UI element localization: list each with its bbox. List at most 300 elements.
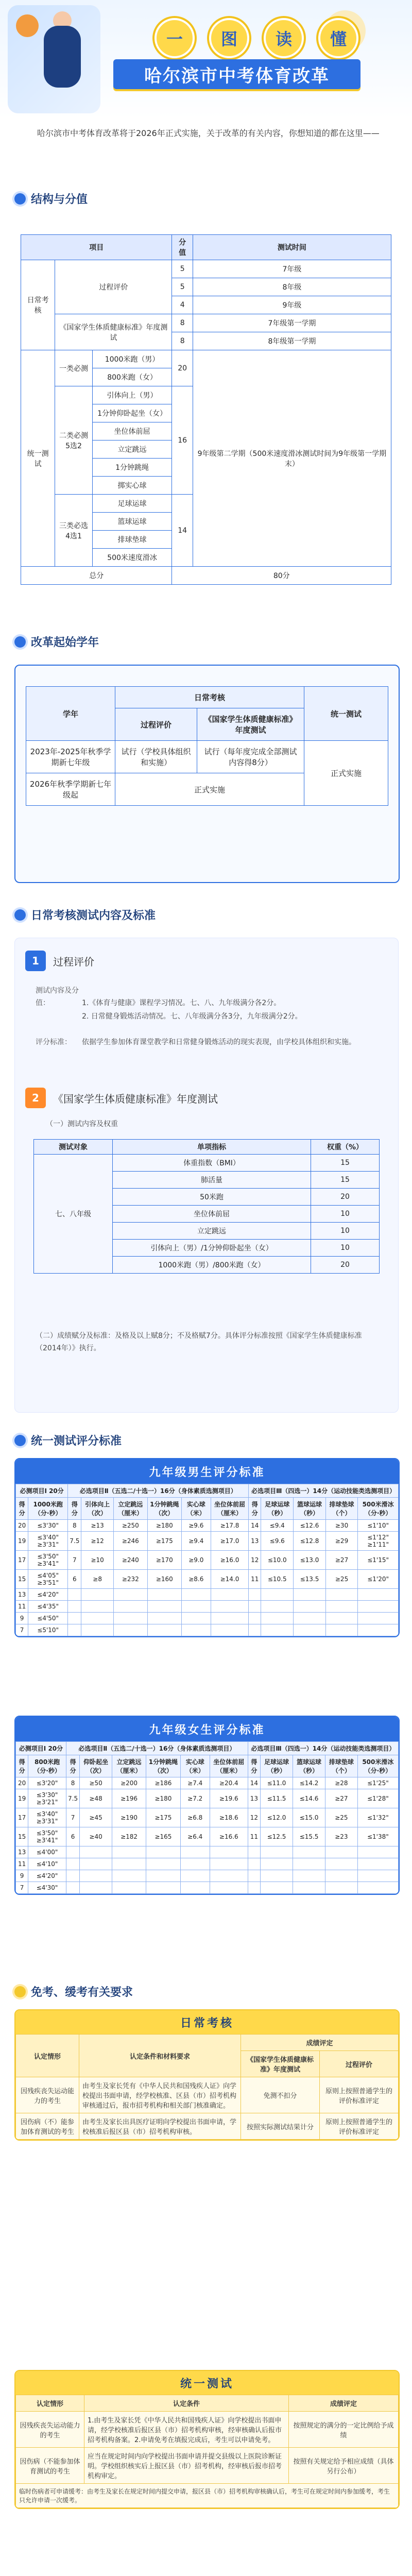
table-row <box>16 1808 399 1827</box>
score-cell <box>357 1858 398 1870</box>
section-title: 改革起始学年 <box>31 636 99 649</box>
score-cell: 13 <box>249 1532 261 1551</box>
th: 认定情形 <box>16 2035 79 2077</box>
score-cell <box>181 1613 211 1624</box>
score-cell: 11 <box>16 1858 28 1870</box>
score-cell <box>325 1613 357 1624</box>
score-cell <box>260 1858 293 1870</box>
score-cell: ≥45 <box>80 1808 112 1827</box>
th: 权重（%） <box>311 1140 380 1155</box>
score-cell: ≥182 <box>112 1827 146 1846</box>
cell-text: 4选1 <box>65 532 82 540</box>
th-col: 立定跳远（厘米） <box>112 1755 146 1777</box>
cell: 立定跳远 <box>92 440 172 459</box>
score-cell: ≤10.5 <box>261 1570 294 1589</box>
th-time: 测试时间 <box>193 235 391 260</box>
score-cell <box>249 1613 261 1624</box>
th-col: 排球垫球（个） <box>325 1498 357 1520</box>
cell: 试行（学校具体组织和实施） <box>115 741 197 773</box>
cell: 应当在规定时间内向学校提出书面申请并提交县级以上医院诊断证明。学校组织核实后上报区县（市）招考机构，经审核后报市招考机构审定。 <box>84 2448 289 2484</box>
exempt-daily-card <box>14 2009 400 2141</box>
th-unified: 统一测试 <box>304 687 388 741</box>
score-cell: ≤3'50" ≥3'41" <box>28 1551 68 1570</box>
score-cell: ≥50 <box>80 1777 112 1789</box>
th: 认定条件和材料要求 <box>79 2035 241 2077</box>
th-col: 篮球运球（秒） <box>293 1755 325 1777</box>
girls-score-table <box>15 1741 399 1894</box>
cell: 20 <box>311 1189 380 1206</box>
score-cell <box>294 1601 326 1613</box>
score-cell <box>113 1589 147 1601</box>
score-cell <box>80 1870 112 1882</box>
th-item: 项目 <box>21 235 172 260</box>
section-reform-start <box>14 634 99 650</box>
number-badge: 2 <box>25 1088 46 1108</box>
score-cell <box>325 1846 358 1858</box>
section-exempt <box>14 1984 133 1999</box>
score-cell <box>81 1613 113 1624</box>
score-cell <box>357 1870 398 1882</box>
th-col: 1分钟跳绳（次） <box>147 1498 181 1520</box>
score-cell: ≤10.0 <box>261 1551 294 1570</box>
score-cell <box>180 1882 210 1894</box>
score-cell: ≤1'20" <box>358 1570 399 1589</box>
cell: 1.由考生及家长凭《中华人民共和国残疾人证》向学校提出书面申请，经学校核准后报区县（市）招考机构审核，经审核确认后报市招考机构备案。2.申请免考在填报完成后，考生可以申请免考。 <box>84 2412 289 2448</box>
score-cell: 7.5 <box>68 1532 81 1551</box>
table-row <box>16 1858 399 1870</box>
table-row <box>16 1613 399 1624</box>
score-cell: ≥200 <box>112 1777 146 1789</box>
table-row <box>16 1846 399 1858</box>
score-cell <box>68 1589 81 1601</box>
score-cell: ≤15.5 <box>293 1827 325 1846</box>
process-content <box>36 985 375 1009</box>
cell: 14 <box>172 495 193 567</box>
score-cell: 20 <box>16 1520 28 1532</box>
cell-total: 总分 <box>21 567 172 585</box>
score-cell: ≥8.6 <box>181 1570 211 1589</box>
score-cell <box>68 1613 81 1624</box>
score-cell <box>293 1882 325 1894</box>
th-daily: 日常考核 <box>115 687 304 708</box>
score-cell: ≤13.5 <box>294 1570 326 1589</box>
cell: 由考生及家长凭有《中华人民共和国残疾人证》向学校提出书面申请，经学校核准、区县（市）招考机构审核通过后，报市招考机构和相关部门核准确定。 <box>79 2077 241 2113</box>
th-col: 坐位体前屈（厘米） <box>211 1498 248 1520</box>
score-cell: ≥40 <box>80 1827 112 1846</box>
score-cell <box>113 1601 147 1613</box>
cell: 由考生及家长出具医疗证明向学校提出书面申请，学校核准后报区县（市）招考机构审核。 <box>79 2113 241 2140</box>
score-cell: 15 <box>16 1570 28 1589</box>
score-cell: ≤1'12" ≥1'11" <box>358 1532 399 1551</box>
table-row <box>16 1789 399 1808</box>
score-cell <box>210 1870 248 1882</box>
th-col: 1分钟跳绳（次） <box>146 1755 180 1777</box>
cell: 肺活量 <box>113 1172 311 1189</box>
cell-note: 临时伤病者可申请缓考：由考生及家长在规定时间内提交申请，报区县（市）招考机构审核确认后，考生可在规定时间内参加缓考，考生只允许申请一次缓考。 <box>16 2484 399 2508</box>
score-cell: ≥19.6 <box>210 1789 248 1808</box>
score-cell: ≥7.2 <box>180 1789 210 1808</box>
section-bullet-icon <box>14 636 26 648</box>
score-cell: ≤3'20" <box>28 1777 66 1789</box>
score-cell: 7 <box>16 1882 28 1894</box>
th-col: 得分 <box>16 1498 28 1520</box>
score-cell <box>260 1846 293 1858</box>
process-content-2: 2. 日常健身锻炼活动情况。七、八年级满分各3分，九年级满分2分。 <box>82 1012 302 1021</box>
th: 《国家学生体质健康标准》年度测试 <box>241 2051 320 2077</box>
cell: 体重指数（BMI） <box>113 1155 311 1172</box>
table-row <box>16 1570 399 1589</box>
score-cell <box>294 1624 326 1636</box>
score-cell: ≥175 <box>146 1808 180 1827</box>
score-cell <box>146 1882 180 1894</box>
cell: 坐位体前屈 <box>92 422 172 440</box>
cell: 9年级 <box>193 296 391 314</box>
score-cell <box>81 1624 113 1636</box>
section-title: 日常考核测试内容及标准 <box>31 909 156 922</box>
table-row <box>16 1624 399 1636</box>
score-cell <box>68 1624 81 1636</box>
cell: 10 <box>311 1240 380 1257</box>
score-cell: 7 <box>66 1808 79 1827</box>
score-cell: ≥9.4 <box>181 1532 211 1551</box>
cell: 引体向上（男）/1分钟仰卧起坐（女） <box>113 1240 311 1257</box>
standard-sub-heading: （一）测试内容及权重 <box>46 1120 118 1128</box>
cell: 10 <box>311 1206 380 1223</box>
score-cell <box>358 1589 399 1601</box>
score-cell: ≤9.6 <box>261 1532 294 1551</box>
score-cell: ≤1'10" <box>358 1520 399 1532</box>
score-cell <box>80 1882 112 1894</box>
cell: 8年级第一学期 <box>193 332 391 350</box>
standard-table <box>33 1139 380 1274</box>
score-cell <box>210 1858 248 1870</box>
score-cell: 6 <box>68 1570 81 1589</box>
section-bullet-icon <box>14 1435 26 1446</box>
cell: 正式实施 <box>304 741 388 806</box>
cell: 8 <box>172 314 193 332</box>
page-title: 哈尔滨市中考体育改革 <box>113 59 360 89</box>
score-cell <box>210 1882 248 1894</box>
boys-title: 九年级男生评分标准 <box>15 1459 399 1484</box>
score-cell <box>358 1624 399 1636</box>
score-cell <box>260 1870 293 1882</box>
score-cell: 11 <box>16 1601 28 1613</box>
cell: 原则上按照普通学生的评价标准评定 <box>320 2077 399 2113</box>
cell-total-value: 80分 <box>172 567 391 585</box>
score-cell: ≥16.0 <box>211 1551 248 1570</box>
th-col: 500米滑冰（分·秒） <box>357 1755 398 1777</box>
score-cell <box>325 1858 358 1870</box>
score-cell <box>146 1870 180 1882</box>
score-cell: ≤1'25" <box>357 1777 398 1789</box>
cell: 足球运球 <box>92 495 172 513</box>
score-cell <box>211 1624 248 1636</box>
cell: 7年级 <box>193 260 391 278</box>
score-cell <box>81 1589 113 1601</box>
cell: 2023年-2025年秋季学期新七年级 <box>26 741 115 773</box>
exempt-daily-table <box>15 2034 399 2140</box>
score-cell <box>249 1601 261 1613</box>
section-title: 免考、缓考有关要求 <box>31 1986 133 1999</box>
cell: 1000米跑（男）/800米跑（女） <box>113 1257 311 1274</box>
cell: 8 <box>172 332 193 350</box>
table-row <box>16 1601 399 1613</box>
boys-score-card <box>14 1458 400 1637</box>
th-group: 必选项目Ⅲ（四选一）14分（运动技能类选测项目） <box>248 1742 398 1755</box>
score-cell: 19 <box>16 1532 28 1551</box>
score-cell <box>211 1601 248 1613</box>
daily-card <box>14 938 399 1413</box>
th-col: 得分 <box>248 1755 260 1777</box>
score-cell <box>211 1613 248 1624</box>
score-cell <box>66 1846 79 1858</box>
intro-text: 哈尔滨市中考体育改革将于2026年正式实施，关于改革的有关内容，你想知道的都在这里—— <box>37 128 380 138</box>
th-col: 足球运球（秒） <box>260 1755 293 1777</box>
score-cell: ≤4'35" <box>28 1601 68 1613</box>
table-row <box>16 1551 399 1570</box>
cell: 7年级第一学期 <box>193 314 391 332</box>
score-cell <box>68 1601 81 1613</box>
score-cell: 8 <box>68 1520 81 1532</box>
score-cell: ≥180 <box>146 1789 180 1808</box>
score-cell: ≤4'50" <box>28 1613 68 1624</box>
score-cell <box>112 1870 146 1882</box>
cell: 引体向上（男） <box>92 386 172 404</box>
section-bullet-icon <box>14 1986 26 1997</box>
score-cell: ≥246 <box>113 1532 147 1551</box>
score-cell: ≤3'50" ≥3'41" <box>28 1827 66 1846</box>
th-process: 过程评价 <box>115 708 197 741</box>
score-cell <box>261 1613 294 1624</box>
th-col: 得分 <box>249 1498 261 1520</box>
score-cell: ≥25 <box>325 1570 357 1589</box>
cell-unified: 统一测试 <box>21 350 55 567</box>
section-structure <box>14 191 88 207</box>
cell: 20 <box>311 1257 380 1274</box>
cell: 免测不扣分 <box>241 2077 320 2113</box>
score-cell: ≥160 <box>147 1570 181 1589</box>
table-row <box>16 1589 399 1601</box>
score-cell <box>147 1601 181 1613</box>
standard-note: （二）成绩赋分及标准：及格及以上赋8分；不及格赋7分。具体评分标准按照《国家学生体质健康标准（2014年）》执行。 <box>36 1332 362 1352</box>
score-cell: ≥165 <box>146 1827 180 1846</box>
cell: 20 <box>172 350 193 386</box>
score-cell <box>81 1601 113 1613</box>
score-cell: ≤3'40" ≥3'31" <box>28 1532 68 1551</box>
score-cell <box>293 1846 325 1858</box>
cell-three-must <box>55 495 92 567</box>
item-value: 1.《体育与健康》课程学习情况。七、八、九年级满分各2分。 <box>82 999 281 1007</box>
title-badge: 一 <box>154 18 195 58</box>
section-unified <box>14 1432 122 1448</box>
th: 过程评价 <box>320 2051 399 2077</box>
th-col: 实心球（米） <box>180 1755 210 1777</box>
cell: 1分钟跳绳 <box>92 459 172 477</box>
th-col: 得分 <box>66 1755 79 1777</box>
score-cell: 7 <box>16 1624 28 1636</box>
score-cell: ≥16.6 <box>210 1827 248 1846</box>
th-col: 1000米跑（分·秒） <box>28 1498 68 1520</box>
table-row <box>16 1870 399 1882</box>
cell: 七、八年级 <box>34 1155 113 1274</box>
score-cell: 13 <box>16 1846 28 1858</box>
score-cell: ≥27 <box>325 1789 358 1808</box>
cell: 篮球运球 <box>92 513 172 531</box>
score-cell <box>113 1624 147 1636</box>
score-cell: ≤5'10" <box>28 1624 68 1636</box>
score-cell: ≥240 <box>113 1551 147 1570</box>
th-col: 500米滑冰（分·秒） <box>358 1498 399 1520</box>
th-col: 得分 <box>68 1498 81 1520</box>
cell: 800米跑（女） <box>92 368 172 386</box>
title-badges <box>154 18 358 58</box>
score-cell <box>358 1613 399 1624</box>
cell: 排球垫球 <box>92 531 172 549</box>
cell: 16 <box>172 386 193 495</box>
cell: 因残疾丧失运动能力的考生 <box>16 2077 79 2113</box>
cell: 1分钟仰卧起坐（女） <box>92 404 172 422</box>
score-cell: ≤1'28" <box>357 1789 398 1808</box>
th-col: 实心球（米） <box>181 1498 211 1520</box>
score-cell <box>146 1858 180 1870</box>
score-cell: ≤4'00" <box>28 1846 66 1858</box>
score-cell <box>112 1846 146 1858</box>
score-cell: ≤12.6 <box>294 1520 326 1532</box>
cell: 因伤病（不能参加体育测试的考生 <box>16 2448 84 2484</box>
score-cell <box>357 1882 398 1894</box>
score-cell <box>80 1846 112 1858</box>
score-cell: 7 <box>68 1551 81 1570</box>
th-col: 排球垫球（个） <box>325 1755 358 1777</box>
th-group: 必测项目Ⅰ 20分 <box>16 1742 66 1755</box>
score-cell: 13 <box>16 1589 28 1601</box>
score-cell: ≥20.4 <box>210 1777 248 1789</box>
cell: 坐位体前屈 <box>113 1206 311 1223</box>
score-cell: 12 <box>248 1808 260 1827</box>
title-badge: 读 <box>264 18 304 58</box>
cell: 掷实心球 <box>92 477 172 495</box>
score-cell <box>180 1858 210 1870</box>
cell: 10 <box>311 1223 380 1240</box>
score-cell: ≤11.5 <box>260 1789 293 1808</box>
score-cell: 12 <box>249 1551 261 1570</box>
cell: 正式实施 <box>115 773 304 806</box>
score-cell: ≥23 <box>325 1827 358 1846</box>
cell-two-must <box>55 386 92 495</box>
score-cell: ≤14.2 <box>293 1777 325 1789</box>
score-cell: ≤15.0 <box>293 1808 325 1827</box>
score-cell: ≥190 <box>112 1808 146 1827</box>
score-cell: 17 <box>16 1808 28 1827</box>
score-cell: ≤12.8 <box>294 1532 326 1551</box>
score-cell <box>180 1870 210 1882</box>
score-cell: ≤11.0 <box>260 1777 293 1789</box>
item-key: 测试内容及分值： <box>36 987 79 1007</box>
score-cell: ≥48 <box>80 1789 112 1808</box>
athlete-illustration <box>8 5 100 113</box>
cell: 8年级 <box>193 278 391 296</box>
cell: 按照规定的满分的一定比例给予成绩 <box>289 2412 399 2448</box>
exempt-unified-title: 统一测试 <box>15 2371 399 2395</box>
cell: 5 <box>172 278 193 296</box>
th: 认定情形 <box>16 2395 84 2412</box>
score-cell: 17 <box>16 1551 28 1570</box>
number-badge: 1 <box>25 951 46 971</box>
score-cell: ≥30 <box>325 1520 357 1532</box>
score-cell <box>325 1882 358 1894</box>
section-daily <box>14 907 156 923</box>
score-cell: ≤13.0 <box>294 1551 326 1570</box>
score-cell: ≥25 <box>325 1808 358 1827</box>
table-row <box>16 1777 399 1789</box>
score-cell <box>211 1589 248 1601</box>
score-cell: ≥170 <box>147 1551 181 1570</box>
score-cell: ≤4'10" <box>28 1858 66 1870</box>
th-group: 必选项目Ⅱ（五选二/十选一）16分（身体素质选测项目） <box>68 1484 249 1498</box>
score-cell <box>147 1624 181 1636</box>
score-cell: ≥29 <box>325 1532 357 1551</box>
score-cell: ≥196 <box>112 1789 146 1808</box>
score-cell: 15 <box>16 1827 28 1846</box>
score-cell <box>248 1882 260 1894</box>
score-cell: ≥10 <box>81 1551 113 1570</box>
cell: 立定跳远 <box>113 1223 311 1240</box>
cell-daily: 日常考核 <box>21 260 55 350</box>
th: 成绩评定 <box>241 2035 399 2051</box>
th-col: 仰卧起坐（次） <box>80 1755 112 1777</box>
score-cell: ≥13 <box>81 1520 113 1532</box>
score-cell <box>146 1846 180 1858</box>
item-key: 评分标准： <box>36 1038 72 1046</box>
score-cell: ≤1'15" <box>358 1551 399 1570</box>
cell: 原则上按照普通学生的评价标准评定 <box>320 2113 399 2140</box>
score-cell <box>147 1589 181 1601</box>
score-cell: ≤1'32" <box>357 1808 398 1827</box>
score-cell <box>66 1858 79 1870</box>
cell: 因残疾丧失运动能力的考生 <box>16 2412 84 2448</box>
th-group: 必选项目Ⅲ（四选一）14分（运动技能类选测项目） <box>249 1484 399 1498</box>
cell: 500米速度滑冰 <box>92 549 172 567</box>
score-cell: ≥186 <box>146 1777 180 1789</box>
cell: 因伤病（不）能参加体育测试的考生 <box>16 2113 79 2140</box>
score-cell <box>325 1589 357 1601</box>
th: 单项指标 <box>113 1140 311 1155</box>
score-cell <box>294 1589 326 1601</box>
score-cell: ≥232 <box>113 1570 147 1589</box>
score-cell <box>180 1846 210 1858</box>
process-method <box>36 1036 375 1048</box>
cell: 4 <box>172 296 193 314</box>
score-cell: ≤14.6 <box>293 1789 325 1808</box>
score-cell: ≥12 <box>81 1532 113 1551</box>
score-cell: ≥17.0 <box>211 1532 248 1551</box>
exempt-unified-card <box>14 2370 400 2509</box>
score-cell <box>325 1601 357 1613</box>
score-cell: 14 <box>249 1520 261 1532</box>
score-cell <box>66 1870 79 1882</box>
score-cell <box>181 1589 211 1601</box>
sub-title: 过程评价 <box>53 955 94 968</box>
score-cell: ≤12.0 <box>260 1808 293 1827</box>
score-cell: ≤4'20" <box>28 1870 66 1882</box>
th-col: 足球运球（秒） <box>261 1498 294 1520</box>
daily-sub-2 <box>25 1088 218 1108</box>
athlete-body <box>44 26 81 88</box>
th-group: 必测项目Ⅰ 20分 <box>16 1484 68 1498</box>
score-cell: ≥9.6 <box>181 1520 211 1532</box>
score-cell <box>112 1858 146 1870</box>
cell: 2026年秋季学期新七年级起 <box>26 773 115 806</box>
